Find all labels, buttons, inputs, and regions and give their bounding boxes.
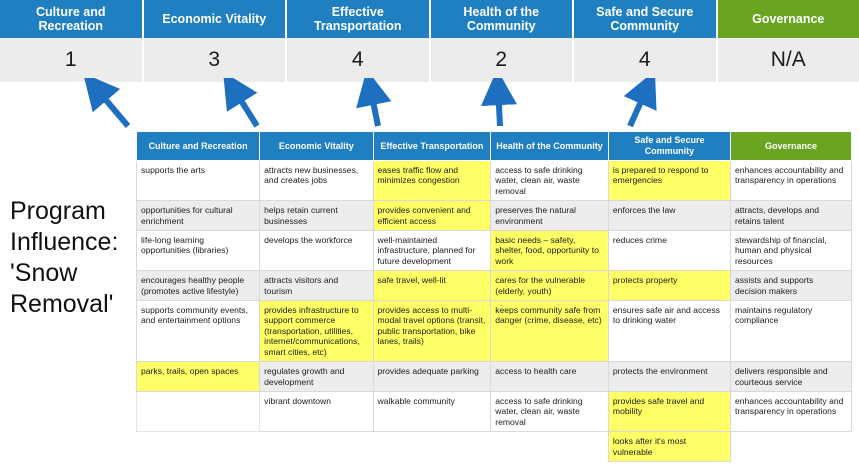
matrix-cell — [137, 391, 260, 431]
matrix-cell — [373, 432, 491, 462]
matrix-cell: develops the workforce — [260, 231, 373, 271]
matrix-cell: enhances accountability and transparency in operations — [730, 391, 851, 431]
matrix-header-economic-vitality: Economic Vitality — [260, 132, 373, 161]
arrow-group — [0, 78, 859, 134]
summary-score-economic-vitality: 3 — [144, 38, 288, 82]
arrow-icon-4 — [498, 86, 500, 126]
summary-header-economic-vitality: Economic Vitality — [144, 0, 288, 38]
summary-header-governance: Governance — [718, 0, 859, 38]
matrix-cell: helps retain current businesses — [260, 201, 373, 231]
table-row — [137, 432, 852, 462]
matrix-cell: provides access to multi-modal travel options (transit, public transportation, bike lanes, trails) — [373, 301, 491, 362]
matrix-cell: parks, trails, open spaces — [137, 362, 260, 392]
matrix-cell: enhances accountability and transparency in operations — [730, 161, 851, 201]
arrow-icon-1 — [94, 86, 128, 126]
matrix-cell: ensures safe air and access to drinking water — [608, 301, 730, 362]
summary-header-health-of-the-community: Health of the Community — [431, 0, 575, 38]
matrix-cell: keeps community safe from danger (crime, disease, etc) — [491, 301, 609, 362]
matrix-cell: vibrant downtown — [260, 391, 373, 431]
matrix-cell: access to safe drinking water, clean air, waste removal — [491, 161, 609, 201]
matrix-cell: opportunities for cultural enrichment — [137, 201, 260, 231]
matrix-header-safe-and-secure-community: Safe and Secure Community — [608, 132, 730, 161]
matrix-cell: delivers responsible and courteous service — [730, 362, 851, 392]
matrix-cell: safe travel, well-lit — [373, 271, 491, 301]
matrix-cell: is prepared to respond to emergencies — [608, 161, 730, 201]
matrix-cell: protects property — [608, 271, 730, 301]
matrix-cell: supports community events, and entertainment options — [137, 301, 260, 362]
matrix-cell: stewardship of financial, human and physical resources — [730, 231, 851, 271]
matrix-cell: eases traffic flow and minimizes congestion — [373, 161, 491, 201]
matrix-cell: provides safe travel and mobility — [608, 391, 730, 431]
table-row — [137, 231, 852, 271]
matrix-cell: provides infrastructure to support commerce (transportation, utilities, internet/communications, smart cities, etc) — [260, 301, 373, 362]
matrix-cell: assists and supports decision makers — [730, 271, 851, 301]
matrix-header-governance: Governance — [730, 132, 851, 161]
matrix-cell: protects the environment — [608, 362, 730, 392]
matrix-header-row — [137, 132, 852, 161]
matrix-cell: supports the arts — [137, 161, 260, 201]
matrix-cell: life-long learning opportunities (libraries) — [137, 231, 260, 271]
summary-score-health-of-the-community: 2 — [431, 38, 575, 82]
summary-header-row — [0, 0, 859, 38]
matrix-cell — [491, 432, 609, 462]
summary-score-effective-transportation: 4 — [287, 38, 431, 82]
summary-band — [0, 0, 859, 82]
matrix-header-culture-and-recreation: Culture and Recreation — [137, 132, 260, 161]
summary-score-row — [0, 38, 859, 82]
matrix-cell: attracts visitors and tourism — [260, 271, 373, 301]
matrix-header-health-of-the-community: Health of the Community — [491, 132, 609, 161]
matrix-body — [137, 161, 852, 462]
matrix-cell: provides adequate parking — [373, 362, 491, 392]
matrix-cell: regulates growth and development — [260, 362, 373, 392]
matrix-cell — [137, 432, 260, 462]
table-row — [137, 201, 852, 231]
matrix-cell: cares for the vulnerable (elderly, youth) — [491, 271, 609, 301]
table-row — [137, 391, 852, 431]
matrix-cell: well-maintained infrastructure, planned for future development — [373, 231, 491, 271]
matrix-header-effective-transportation: Effective Transportation — [373, 132, 491, 161]
summary-header-safe-and-secure-community: Safe and Secure Community — [574, 0, 718, 38]
table-row — [137, 161, 852, 201]
matrix-cell: attracts new businesses, and creates jobs — [260, 161, 373, 201]
matrix-cell: reduces crime — [608, 231, 730, 271]
matrix-cell: access to safe drinking water, clean air, waste removal — [491, 391, 609, 431]
summary-header-effective-transportation: Effective Transportation — [287, 0, 431, 38]
matrix-cell: encourages healthy people (promotes active lifestyle) — [137, 271, 260, 301]
matrix-cell: looks after it's most vulnerable — [608, 432, 730, 462]
matrix-cell: maintains regulatory compliance — [730, 301, 851, 362]
summary-score-culture-and-recreation: 1 — [0, 38, 144, 82]
outcomes-matrix — [136, 131, 852, 462]
arrow-icon-5 — [630, 86, 648, 126]
arrow-icon-2 — [232, 86, 257, 126]
matrix-cell: basic needs – safety, shelter, food, opportunity to work — [491, 231, 609, 271]
table-row — [137, 362, 852, 392]
table-row — [137, 301, 852, 362]
matrix-cell: walkable community — [373, 391, 491, 431]
matrix-cell — [260, 432, 373, 462]
matrix-cell — [730, 432, 851, 462]
matrix-cell: enforces the law — [608, 201, 730, 231]
program-influence-caption: Program Influence: 'Snow Removal' — [10, 197, 119, 318]
summary-score-safe-and-secure-community: 4 — [574, 38, 718, 82]
matrix-cell: preserves the natural environment — [491, 201, 609, 231]
arrow-icon-3 — [370, 86, 378, 126]
table-row — [137, 271, 852, 301]
summary-score-governance: N/A — [770, 48, 806, 71]
matrix-cell: attracts, develops and retains talent — [730, 201, 851, 231]
matrix-cell: provides convenient and efficient access — [373, 201, 491, 231]
summary-header-culture-and-recreation: Culture and Recreation — [0, 0, 144, 38]
matrix-cell: access to health care — [491, 362, 609, 392]
